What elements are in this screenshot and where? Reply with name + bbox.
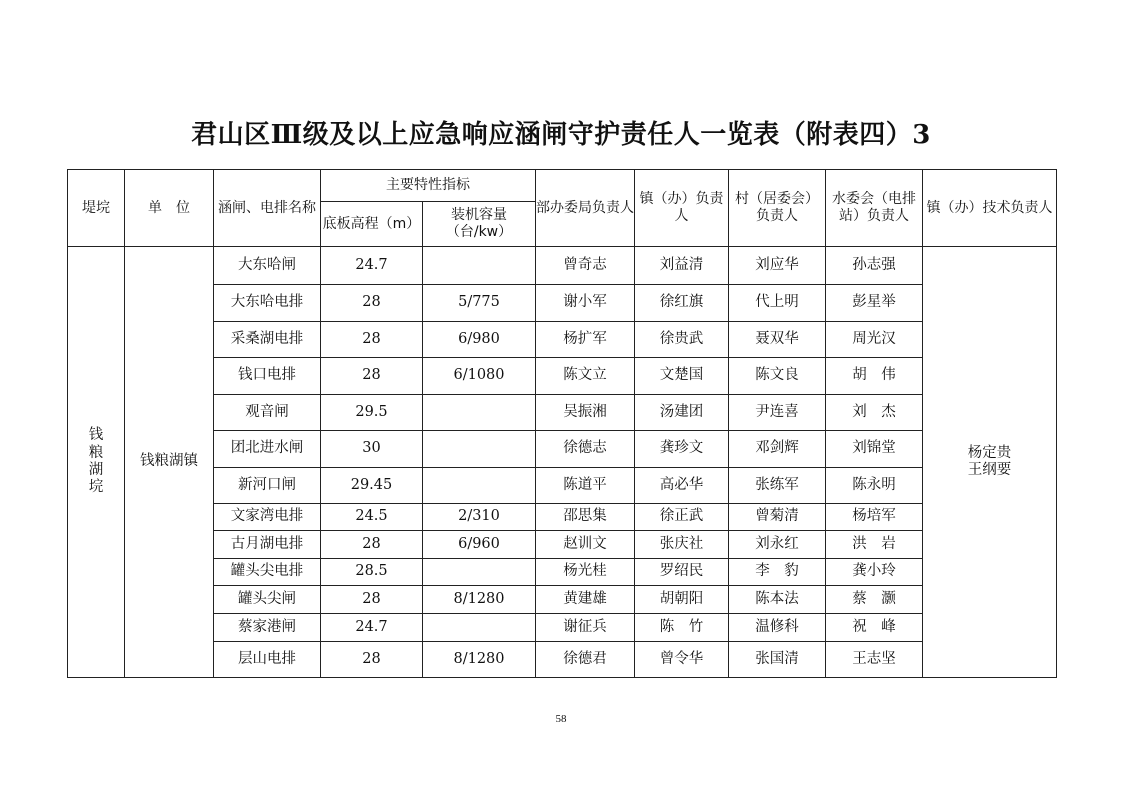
- table-row: [68, 247, 1057, 285]
- tech-person: 王纲要: [967, 462, 1012, 478]
- dike-name-cell: [68, 247, 125, 678]
- cell-village: 陈文良: [729, 358, 826, 395]
- table-row: [68, 642, 1057, 678]
- cell-village: 刘应华: [729, 247, 826, 285]
- cell-water: 刘 杰: [826, 395, 923, 431]
- header-gate: 涵闸、电排名称: [214, 170, 321, 247]
- cell-capacity: [423, 247, 536, 285]
- cell-elevation: 30: [321, 431, 423, 468]
- table-row: [68, 322, 1057, 358]
- cell-bureau: 杨光桂: [536, 559, 635, 586]
- header-village: 村（居委会）负责人: [729, 170, 826, 247]
- cell-town: 陈 竹: [635, 614, 729, 642]
- cell-gate: 古月湖电排: [214, 531, 321, 559]
- cell-elevation: 24.5: [321, 504, 423, 531]
- table-row: [68, 586, 1057, 614]
- cell-gate: 大东哈闸: [214, 247, 321, 285]
- cell-village: 李 豹: [729, 559, 826, 586]
- cell-gate: 钱口电排: [214, 358, 321, 395]
- cell-gate: 新河口闸: [214, 468, 321, 504]
- cell-elevation: 28: [321, 285, 423, 322]
- cell-town: 罗绍民: [635, 559, 729, 586]
- table-row: [68, 285, 1057, 322]
- cell-town: 龚珍文: [635, 431, 729, 468]
- cell-capacity: 8/1280: [423, 586, 536, 614]
- cell-water: 孙志强: [826, 247, 923, 285]
- cell-town: 张庆社: [635, 531, 729, 559]
- cell-town: 徐红旗: [635, 285, 729, 322]
- cell-village: 温修科: [729, 614, 826, 642]
- cell-village: 尹连喜: [729, 395, 826, 431]
- page-title: 君山区Ⅲ级及以上应急响应涵闸守护责任人一览表（附表四）3: [191, 120, 931, 150]
- cell-town: 汤建团: [635, 395, 729, 431]
- cell-bureau: 吴振湘: [536, 395, 635, 431]
- cell-elevation: 28: [321, 358, 423, 395]
- table-row: [68, 431, 1057, 468]
- cell-town: 胡朝阳: [635, 586, 729, 614]
- dike-name-char: 钱: [88, 427, 104, 444]
- dike-name-char: 湖: [88, 462, 104, 478]
- unit-name-cell: 钱粮湖镇: [125, 247, 214, 678]
- page-number: 58: [555, 713, 567, 725]
- table-row: [68, 531, 1057, 559]
- cell-gate: 文家湾电排: [214, 504, 321, 531]
- cell-gate: 罐头尖闸: [214, 586, 321, 614]
- cell-gate: 大东哈电排: [214, 285, 321, 322]
- cell-capacity: 8/1280: [423, 642, 536, 678]
- cell-bureau: 徐德志: [536, 431, 635, 468]
- table-row: [68, 468, 1057, 504]
- header-capacity: 装机容量（台/kw）: [423, 202, 536, 247]
- cell-water: 蔡 灏: [826, 586, 923, 614]
- cell-gate: 罐头尖电排: [214, 559, 321, 586]
- cell-town: 曾令华: [635, 642, 729, 678]
- cell-town: 刘益清: [635, 247, 729, 285]
- cell-village: 代上明: [729, 285, 826, 322]
- cell-water: 洪 岩: [826, 531, 923, 559]
- cell-capacity: [423, 468, 536, 504]
- cell-gate: 采桑湖电排: [214, 322, 321, 358]
- dike-name-char: 垸: [88, 479, 104, 496]
- cell-village: 刘永红: [729, 531, 826, 559]
- cell-town: 徐正武: [635, 504, 729, 531]
- table-row: [68, 395, 1057, 431]
- cell-water: 祝 峰: [826, 614, 923, 642]
- cell-elevation: 29.5: [321, 395, 423, 431]
- cell-village: 陈本法: [729, 586, 826, 614]
- cell-water: 彭星举: [826, 285, 923, 322]
- cell-gate: 团北进水闸: [214, 431, 321, 468]
- cell-bureau: 赵训文: [536, 531, 635, 559]
- cell-village: 张练军: [729, 468, 826, 504]
- cell-water: 胡 伟: [826, 358, 923, 395]
- cell-water: 杨培军: [826, 504, 923, 531]
- cell-village: 张国清: [729, 642, 826, 678]
- cell-elevation: 29.45: [321, 468, 423, 504]
- table-row: [68, 614, 1057, 642]
- cell-gate: 观音闸: [214, 395, 321, 431]
- cell-town: 徐贵武: [635, 322, 729, 358]
- cell-water: 龚小玲: [826, 559, 923, 586]
- table-row: [68, 559, 1057, 586]
- tech-people-cell: [923, 247, 1057, 678]
- header-elevation: 底板高程（m）: [321, 202, 423, 247]
- header-tech: 镇（办）技术负责人: [923, 170, 1057, 247]
- cell-bureau: 陈道平: [536, 468, 635, 504]
- table-row: [68, 504, 1057, 531]
- cell-village: 曾菊清: [729, 504, 826, 531]
- cell-capacity: 6/980: [423, 322, 536, 358]
- table-row: [68, 358, 1057, 395]
- cell-bureau: 杨扩军: [536, 322, 635, 358]
- cell-elevation: 28.5: [321, 559, 423, 586]
- cell-bureau: 徐德君: [536, 642, 635, 678]
- cell-gate: 蔡家港闸: [214, 614, 321, 642]
- cell-bureau: 黄建雄: [536, 586, 635, 614]
- header-unit: 单 位: [125, 170, 214, 247]
- cell-village: 邓剑辉: [729, 431, 826, 468]
- cell-elevation: 24.7: [321, 614, 423, 642]
- cell-capacity: [423, 395, 536, 431]
- cell-capacity: [423, 614, 536, 642]
- cell-town: 高必华: [635, 468, 729, 504]
- cell-bureau: 谢小军: [536, 285, 635, 322]
- cell-bureau: 陈文立: [536, 358, 635, 395]
- tech-person: 杨定贵: [967, 444, 1012, 461]
- cell-elevation: 28: [321, 642, 423, 678]
- cell-capacity: 6/1080: [423, 358, 536, 395]
- cell-town: 文楚国: [635, 358, 729, 395]
- cell-elevation: 24.7: [321, 247, 423, 285]
- header-dike: 堤垸: [68, 170, 125, 247]
- cell-elevation: 28: [321, 322, 423, 358]
- header-bureau: 部办委局负责人: [536, 170, 635, 247]
- header-water: 水委会（电排站）负责人: [826, 170, 923, 247]
- cell-capacity: 2/310: [423, 504, 536, 531]
- cell-water: 王志坚: [826, 642, 923, 678]
- cell-capacity: 6/960: [423, 531, 536, 559]
- cell-capacity: [423, 431, 536, 468]
- cell-bureau: 曾奇志: [536, 247, 635, 285]
- responsibility-table: [67, 169, 1057, 678]
- cell-capacity: [423, 559, 536, 586]
- cell-water: 周光汉: [826, 322, 923, 358]
- cell-elevation: 28: [321, 531, 423, 559]
- cell-water: 刘锦堂: [826, 431, 923, 468]
- cell-elevation: 28: [321, 586, 423, 614]
- cell-village: 聂双华: [729, 322, 826, 358]
- cell-bureau: 邵思集: [536, 504, 635, 531]
- cell-water: 陈永明: [826, 468, 923, 504]
- cell-gate: 层山电排: [214, 642, 321, 678]
- cell-capacity: 5/775: [423, 285, 536, 322]
- header-town: 镇（办）负责人: [635, 170, 729, 247]
- dike-name-char: 粮: [88, 444, 104, 461]
- header-specs: 主要特性指标: [321, 170, 536, 202]
- cell-bureau: 谢征兵: [536, 614, 635, 642]
